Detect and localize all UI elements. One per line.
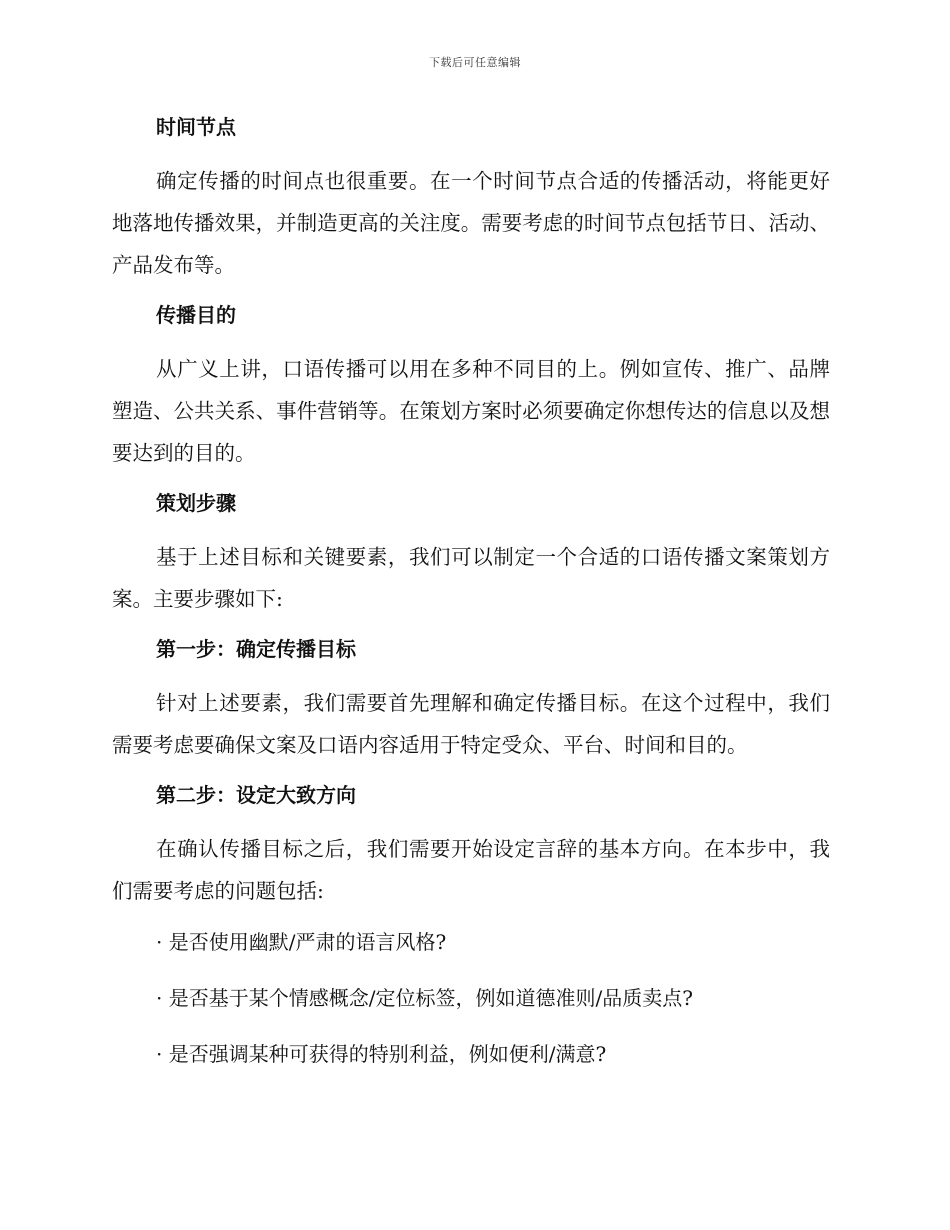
section-paragraph-timing: 确定传播的时间点也很重要。在一个时间节点合适的传播活动，将能更好地落地传播效果，并制造更高的关注度。需要考虑的时间节点包括节日、活动、产品发布等。 [112,169,830,277]
section-heading-step-one: 第一步：确定传播目标 [156,637,356,661]
page-header: 下载后可任意编辑 [429,56,521,69]
bullet-item-style: · 是否使用幽默/严肃的语言风格? [156,930,447,954]
section-paragraph-step-two: 在确认传播目标之后，我们需要开始设定言辞的基本方向。在本步中，我们需要考虑的问题包括: [112,837,830,903]
bullet-item-benefit: · 是否强调某种可获得的特别利益，例如便利/满意? [156,1042,607,1066]
document-body [112,108,830,1090]
section-paragraph-planning-steps: 基于上述目标和关键要素，我们可以制定一个合适的口语传播文案策划方案。主要步骤如下: [112,545,830,611]
section-heading-timing: 时间节点 [156,115,236,139]
bullet-item-emotion: · 是否基于某个情感概念/定位标签，例如道德准则/品质卖点? [156,986,693,1010]
section-heading-step-two: 第二步：设定大致方向 [156,783,356,807]
section-heading-purpose: 传播目的 [156,303,236,327]
section-paragraph-purpose: 从广义上讲，口语传播可以用在多种不同目的上。例如宣传、推广、品牌塑造、公共关系、事件营销等。在策划方案时必须要确定你想传达的信息以及想要达到的目的。 [112,357,830,465]
section-paragraph-step-one: 针对上述要素，我们需要首先理解和确定传播目标。在这个过程中，我们需要考虑要确保文案及口语内容适用于特定受众、平台、时间和目的。 [112,691,830,757]
section-heading-planning-steps: 策划步骤 [156,491,236,515]
